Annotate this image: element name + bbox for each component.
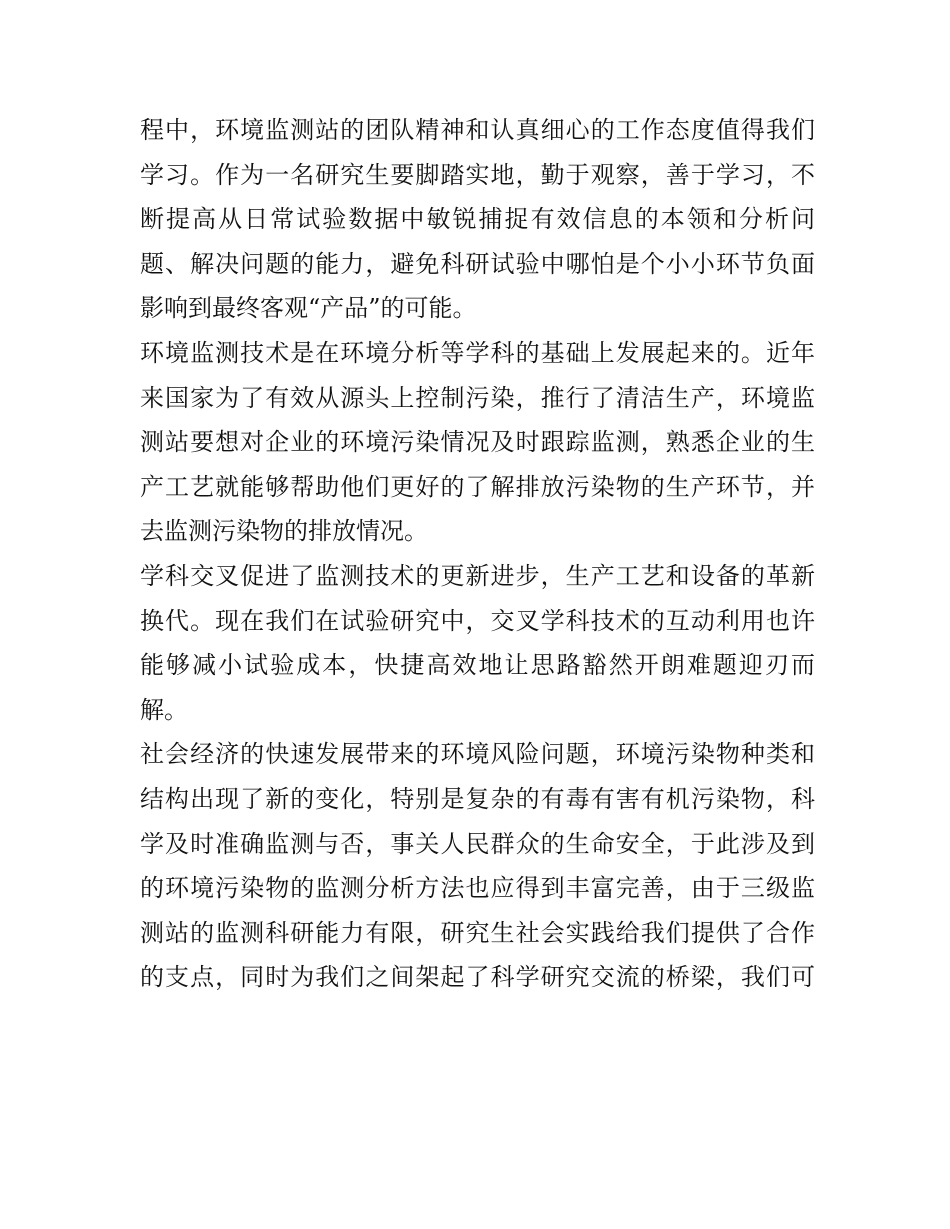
text-line: 学及时准确监测与否，事关人民群众的生命安全，于此涉及到 bbox=[140, 829, 815, 858]
text-line: 学习。作为一名研究生要脚踏实地，勤于观察，善于学习，不 bbox=[140, 160, 815, 189]
text-line: 换代。现在我们在试验研究中，交叉学科技术的互动利用也许 bbox=[140, 606, 815, 635]
text-line: 能够减小试验成本，快捷高效地让思路豁然开朗难题迎刃而 bbox=[140, 651, 815, 680]
text-line: 学科交叉促进了监测技术的更新进步，生产工艺和设备的革新 bbox=[140, 561, 815, 590]
text-line: 解。 bbox=[140, 695, 188, 724]
text-line: 断提高从日常试验数据中敏锐捕捉有效信息的本领和分析问 bbox=[140, 205, 815, 234]
text-line: 程中，环境监测站的团队精神和认真细心的工作态度值得我们 bbox=[140, 116, 815, 144]
text-line: 测站的监测科研能力有限，研究生社会实践给我们提供了合作 bbox=[140, 918, 815, 947]
text-line: 环境监测技术是在环境分析等学科的基础上发展起来的。近年 bbox=[140, 338, 815, 367]
text-line: 社会经济的快速发展带来的环境风险问题，环境污染物种类和 bbox=[140, 740, 815, 769]
text-line: 的环境污染物的监测分析方法也应得到丰富完善，由于三级监 bbox=[140, 874, 815, 903]
text-line: 去监测污染物的排放情况。 bbox=[140, 517, 428, 546]
text-line: 题、解决问题的能力，避免科研试验中哪怕是个小小环节负面 bbox=[140, 249, 815, 278]
body-text bbox=[140, 108, 815, 1000]
text-line: 的支点，同时为我们之间架起了科学研究交流的桥梁，我们可 bbox=[140, 963, 815, 992]
text-line: 来国家为了有效从源头上控制污染，推行了清洁生产，环境监 bbox=[140, 383, 815, 412]
text-line: 测站要想对企业的环境污染情况及时跟踪监测，熟悉企业的生 bbox=[140, 428, 815, 457]
text-line: 结构出现了新的变化，特别是复杂的有毒有害有机污染物，科 bbox=[140, 784, 815, 813]
text-line: 产工艺就能够帮助他们更好的了解排放污染物的生产环节，并 bbox=[140, 472, 815, 501]
text-line: 影响到最终客观“产品”的可能。 bbox=[140, 294, 477, 323]
